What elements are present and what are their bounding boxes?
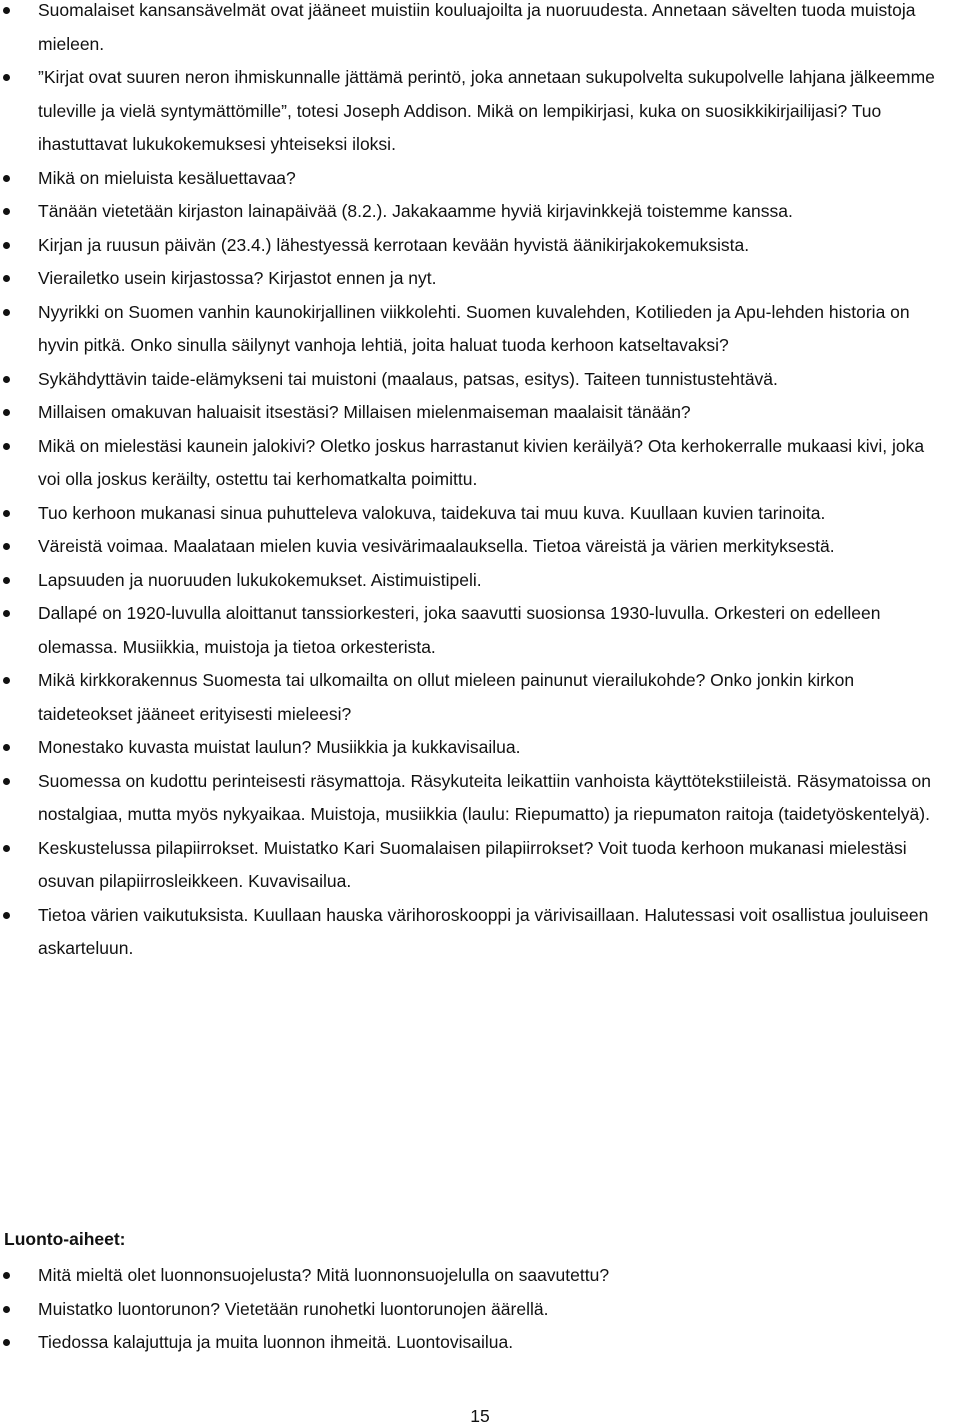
list-item: Väreistä voimaa. Maalataan mielen kuvia vesivärimaalauksella. Tietoa väreistä ja värien merkityksestä. (0, 530, 952, 564)
list-item: Suomalaiset kansansävelmät ovat jääneet muistiin kouluajoilta ja nuoruudesta. Annetaan sävelten tuoda muistoja mieleen. (0, 0, 952, 61)
list-item: Tänään vietetään kirjaston lainapäivää (8.2.). Jakakaamme hyviä kirjavinkkejä toistemme kanssa. (0, 195, 952, 229)
list-item: Vierailetko usein kirjastossa? Kirjastot ennen ja nyt. (0, 262, 952, 296)
list-item: Kirjan ja ruusun päivän (23.4.) lähestyessä kerrotaan kevään hyvistä äänikirjakokemuksista. (0, 229, 952, 263)
section-heading: Luonto-aiheet: (4, 1229, 126, 1249)
list-item: Lapsuuden ja nuoruuden lukukokemukset. Aistimuistipeli. (0, 564, 952, 598)
page-number: 15 (470, 1406, 490, 1426)
list-item: Mikä kirkkorakennus Suomesta tai ulkomailta on ollut mieleen painunut vierailukohde? Onko jonkin kirkon taideteokset jääneet erityisesti mieleesi? (0, 664, 952, 731)
list-item: Mikä on mielestäsi kaunein jalokivi? Oletko joskus harrastanut kivien keräilyä? Ota kerhokerralle mukaasi kivi, joka voi olla joskus keräilty, ostettu tai kerhomatkalta poimittu. (0, 430, 952, 497)
list-item: Monestako kuvasta muistat laulun? Musiikkia ja kukkavisailua. (0, 731, 952, 765)
list-item: Mitä mieltä olet luonnonsuojelusta? Mitä luonnonsuojelulla on saavutettu? (0, 1259, 952, 1293)
list-item: Tietoa värien vaikutuksista. Kuullaan hauska värihoroskooppi ja värivisaillaan. Halutessasi voit osallistua jouluiseen askarteluun. (0, 899, 952, 966)
list-item: Suomessa on kudottu perinteisesti räsymattoja. Räsykuteita leikattiin vanhoista käyttötekstiileistä. Räsymatoissa on nostalgiaa, mutta myös nykyaikaa. Muistoja, musiikkia (laulu: Riepumatto) ja riepumaton raitoja (taidetyöskentelyä). (0, 765, 952, 832)
list-item: Tiedossa kalajuttuja ja muita luonnon ihmeitä. Luontovisailua. (0, 1326, 952, 1360)
list-item: Sykähdyttävin taide-elämykseni tai muistoni (maalaus, patsas, esitys). Taiteen tunnistustehtävä. (0, 363, 952, 397)
list-item: Nyyrikki on Suomen vanhin kaunokirjallinen viikkolehti. Suomen kuvalehden, Kotilieden ja Apu-lehden historia on hyvin pitkä. Onko sinulla säilynyt vanhoja lehtiä, joita haluat tuoda kerhoon katseltavaksi? (0, 296, 952, 363)
list-item: Dallapé on 1920-luvulla aloittanut tanssiorkesteri, joka saavutti suosionsa 1930-luvulla. Orkesteri on edelleen olemassa. Musiikkia, muistoja ja tietoa orkesterista. (0, 597, 952, 664)
nature-topic-list (0, 1259, 952, 1360)
list-item: Muistatko luontorunon? Vietetään runohetki luontorunojen äärellä. (0, 1293, 952, 1327)
list-item: ”Kirjat ovat suuren neron ihmiskunnalle jättämä perintö, joka annetaan sukupolvelta sukupolvelle lahjana jälkeemme tuleville ja vielä syntymättömille”, totesi Joseph Addison. Mikä on lempikirjasi, kuka on suosikkikirjailijasi? Tuo ihastuttavat lukukokemuksesi yhteiseksi iloksi. (0, 61, 952, 162)
list-item: Millaisen omakuvan haluaisit itsestäsi? Millaisen mielenmaiseman maalaisit tänään? (0, 396, 952, 430)
list-item: Keskustelussa pilapiirrokset. Muistatko Kari Suomalaisen pilapiirrokset? Voit tuoda kerhoon mukanasi mielestäsi osuvan pilapiirrosleikkeen. Kuvavisailua. (0, 832, 952, 899)
list-item: Tuo kerhoon mukanasi sinua puhutteleva valokuva, taidekuva tai muu kuva. Kuullaan kuvien tarinoita. (0, 497, 952, 531)
list-item: Mikä on mieluista kesäluettavaa? (0, 162, 952, 196)
